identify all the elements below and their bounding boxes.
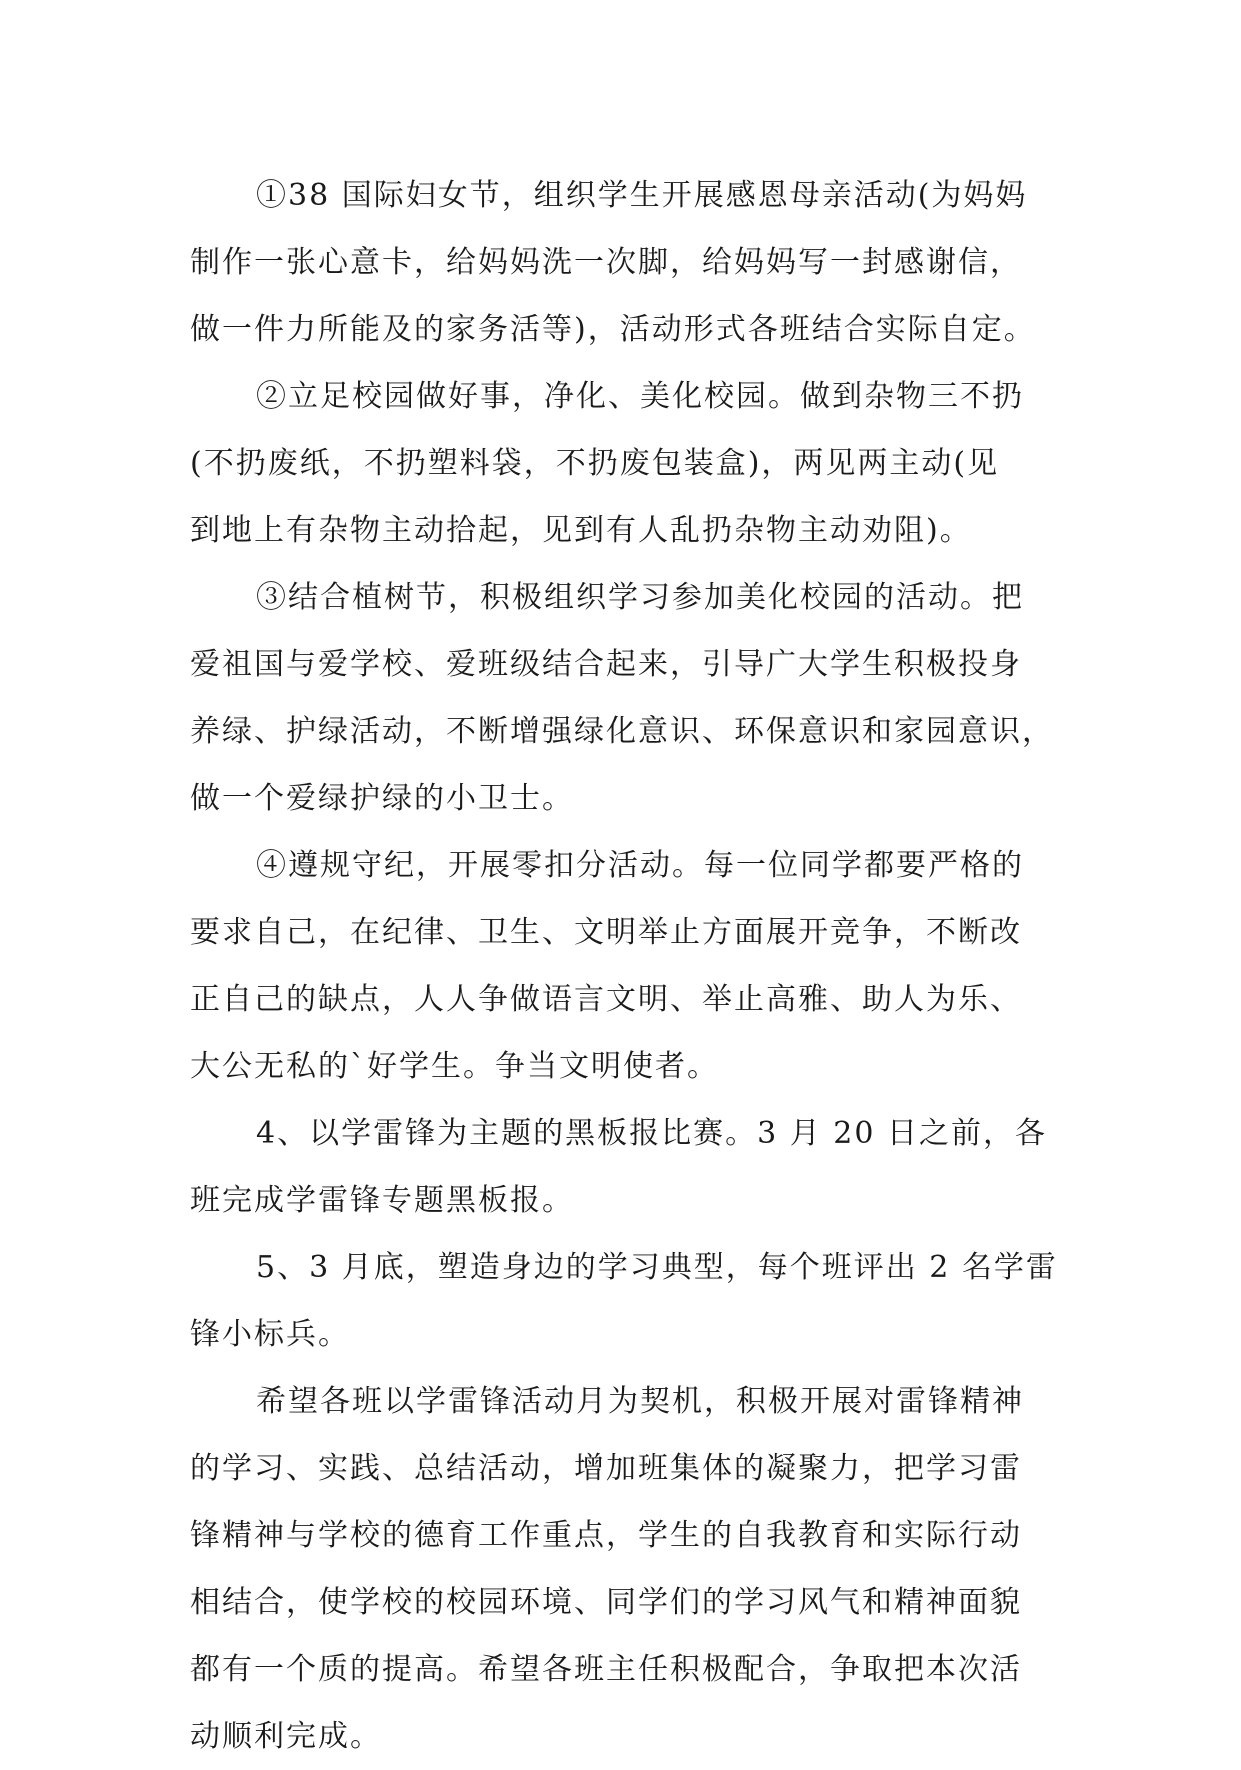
text-line: 制作一张心意卡，给妈妈洗一次脚，给妈妈写一封感谢信， (190, 245, 1022, 280)
text-line: ③结合植树节，积极组织学习参加美化校园的活动。把 (256, 580, 1024, 615)
text-line: 班完成学雷锋专题黑板报。 (190, 1183, 574, 1218)
text-line: 正自己的缺点，人人争做语言文明、举止高雅、助人为乐、 (190, 982, 1022, 1017)
text-line: ①38 国际妇女节，组织学生开展感恩母亲活动(为妈妈 (256, 178, 1028, 213)
text-line: 锋小标兵。 (190, 1317, 350, 1352)
text-line: 要求自己，在纪律、卫生、文明举止方面展开竞争，不断改 (190, 915, 1022, 950)
text-line: 希望各班以学雷锋活动月为契机，积极开展对雷锋精神 (256, 1384, 1024, 1419)
text-line: (不扔废纸，不扔塑料袋，不扔废包装盒)，两见两主动(见 (190, 446, 1000, 481)
text-line: 的学习、实践、总结活动，增加班集体的凝聚力，把学习雷 (190, 1451, 1022, 1486)
text-line: 做一件力所能及的家务活等)，活动形式各班结合实际自定。 (190, 312, 1036, 347)
text-line: 到地上有杂物主动拾起，见到有人乱扔杂物主动劝阻)。 (190, 513, 972, 548)
document-body (190, 162, 1058, 1770)
text-line: 养绿、护绿活动，不断增强绿化意识、环保意识和家园意识， (190, 714, 1054, 749)
text-line: 动顺利完成。 (190, 1719, 382, 1754)
text-line: 相结合，使学校的校园环境、同学们的学习风气和精神面貌 (190, 1585, 1022, 1620)
text-line: 做一个爱绿护绿的小卫士。 (190, 781, 574, 816)
text-line: 大公无私的`好学生。争当文明使者。 (190, 1049, 719, 1084)
text-line: 4、以学雷锋为主题的黑板报比赛。3 月 20 日之前，各 (256, 1116, 1047, 1151)
text-line: 5、3 月底，塑造身边的学习典型，每个班评出 2 名学雷 (256, 1250, 1058, 1285)
text-line: 锋精神与学校的德育工作重点，学生的自我教育和实际行动 (190, 1518, 1022, 1553)
text-line: 都有一个质的提高。希望各班主任积极配合，争取把本次活 (190, 1652, 1022, 1687)
text-line: 爱祖国与爱学校、爱班级结合起来，引导广大学生积极投身 (190, 647, 1022, 682)
text-line: ④遵规守纪，开展零扣分活动。每一位同学都要严格的 (256, 848, 1024, 883)
text-line: ②立足校园做好事，净化、美化校园。做到杂物三不扔 (256, 379, 1024, 414)
